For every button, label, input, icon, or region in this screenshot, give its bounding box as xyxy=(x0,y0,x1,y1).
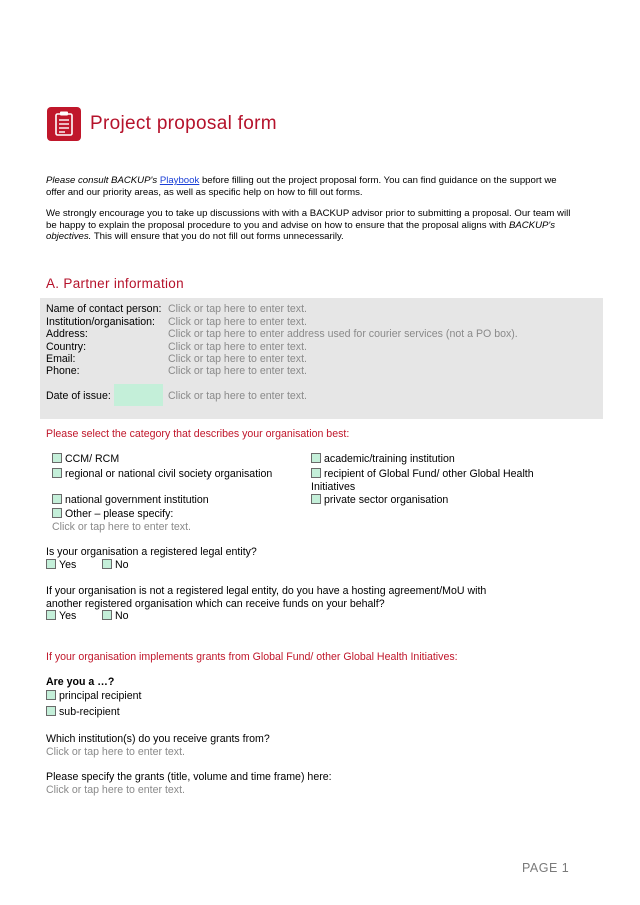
checkbox[interactable] xyxy=(52,494,62,504)
checkbox[interactable] xyxy=(52,453,62,463)
option-label: principal recipient xyxy=(59,690,142,702)
option-label: Yes xyxy=(59,610,77,622)
hosting-no[interactable] xyxy=(102,610,129,623)
objectives-emphasis: BACKUP's objectives. xyxy=(46,219,556,243)
specify-grants-input[interactable]: Click or tap here to enter text. xyxy=(46,783,185,796)
field-label: Email: xyxy=(46,352,76,365)
legal-entity-question: Is your organisation a registered legal entity? xyxy=(46,546,257,558)
checkbox[interactable] xyxy=(311,494,321,504)
field-contact-person xyxy=(46,303,307,315)
option-label: recipient of Global Fund/ other Global Health xyxy=(324,468,534,480)
field-label: Country: xyxy=(46,340,87,353)
option-label: sub-recipient xyxy=(59,706,120,718)
option-recipient-line2: Initiatives xyxy=(311,481,356,493)
checkbox[interactable] xyxy=(52,508,62,518)
field-institution xyxy=(46,316,307,328)
intro-paragraph-1 xyxy=(46,175,576,198)
intro-paragraph-2 xyxy=(46,208,576,243)
checkbox[interactable] xyxy=(102,559,112,569)
checkbox[interactable] xyxy=(46,706,56,716)
grants-prompt: If your organisation implements grants from Global Fund/ other Global Health Initiatives: xyxy=(46,651,458,663)
option-civil-society[interactable] xyxy=(52,468,272,481)
playbook-link[interactable]: Playbook xyxy=(159,175,200,186)
address-input[interactable]: Click or tap here to enter address used for courier services (not a PO box). xyxy=(168,328,518,340)
institution-input[interactable]: Click or tap here to enter text. xyxy=(168,315,307,328)
option-label: national government institution xyxy=(65,494,209,506)
page-number: PAGE 1 xyxy=(522,861,570,875)
country-input[interactable]: Click or tap here to enter text. xyxy=(168,340,307,353)
option-principal-recipient[interactable] xyxy=(46,690,141,703)
institutions-question: Which institution(s) do you receive grants from? xyxy=(46,733,270,745)
field-date-of-issue xyxy=(46,390,307,402)
clipboard-icon xyxy=(47,107,81,141)
field-label: Date of issue: xyxy=(46,390,111,402)
hosting-question-line1: If your organisation is not a registered legal entity, do you have a hosting agreement/MoU with xyxy=(46,585,487,597)
option-recipient[interactable] xyxy=(311,468,534,481)
hosting-question-line2: another registered organisation which can receive funds on your behalf? xyxy=(46,597,385,610)
are-you-question: Are you a …? xyxy=(46,676,115,688)
field-label: Name of contact person: xyxy=(46,303,162,315)
institutions-input[interactable]: Click or tap here to enter text. xyxy=(46,745,185,758)
phone-input[interactable]: Click or tap here to enter text. xyxy=(168,365,307,377)
intro-text: This will ensure that you do not fill out forms unnecessarily. xyxy=(91,231,344,243)
option-label: Other – please specify: xyxy=(65,508,174,520)
checkbox[interactable] xyxy=(46,559,56,569)
option-label: Yes xyxy=(59,559,77,571)
field-label: Address: xyxy=(46,328,88,340)
field-label: Institution/organisation: xyxy=(46,315,155,328)
option-national-government[interactable] xyxy=(52,494,209,507)
field-email xyxy=(46,353,307,365)
email-input[interactable]: Click or tap here to enter text. xyxy=(168,352,307,365)
option-label: regional or national civil society organisation xyxy=(65,468,273,480)
checkbox[interactable] xyxy=(52,468,62,478)
option-academic[interactable] xyxy=(311,453,455,466)
field-country xyxy=(46,341,307,353)
checkbox[interactable] xyxy=(46,690,56,700)
checkbox[interactable] xyxy=(311,468,321,478)
intro-text: Please consult BACKUP's xyxy=(46,175,160,186)
intro-text: before filling out the project proposal form. You can find guidance on the support we offer and our priority areas, as well as specific help on how to fill out forms. xyxy=(46,175,557,198)
hosting-yes[interactable] xyxy=(46,610,76,623)
legal-no[interactable] xyxy=(102,559,129,572)
section-a-heading: A. Partner information xyxy=(46,276,184,291)
option-label: academic/training institution xyxy=(324,453,455,465)
date-input[interactable]: Click or tap here to enter text. xyxy=(168,390,307,402)
field-address xyxy=(46,328,518,340)
checkbox[interactable] xyxy=(102,610,112,620)
legal-yes[interactable] xyxy=(46,559,76,572)
field-label: Phone: xyxy=(46,365,80,377)
option-label: CCM/ RCM xyxy=(65,453,120,465)
intro-text: We strongly encourage you to take up discussions with with a BACKUP advisor prior to submitting a proposal. Our team will be happy to explain the proposal procedure to you and advise on how to ensure that the proposal aligns with xyxy=(46,208,571,231)
option-label: private sector organisation xyxy=(324,494,449,506)
checkbox[interactable] xyxy=(311,453,321,463)
category-prompt: Please select the category that describes your organisation best: xyxy=(46,428,350,440)
checkbox[interactable] xyxy=(46,610,56,620)
option-label: No xyxy=(115,610,129,622)
option-label: No xyxy=(115,559,129,571)
other-specify-input[interactable]: Click or tap here to enter text. xyxy=(52,521,191,533)
field-phone xyxy=(46,365,307,377)
option-private-sector[interactable] xyxy=(311,494,448,507)
specify-grants-question: Please specify the grants (title, volume and time frame) here: xyxy=(46,771,332,783)
page-title: Project proposal form xyxy=(90,113,277,134)
option-ccm[interactable] xyxy=(52,453,119,466)
option-sub-recipient[interactable] xyxy=(46,706,120,719)
option-other[interactable] xyxy=(52,508,173,521)
contact-person-input[interactable]: Click or tap here to enter text. xyxy=(168,303,307,315)
